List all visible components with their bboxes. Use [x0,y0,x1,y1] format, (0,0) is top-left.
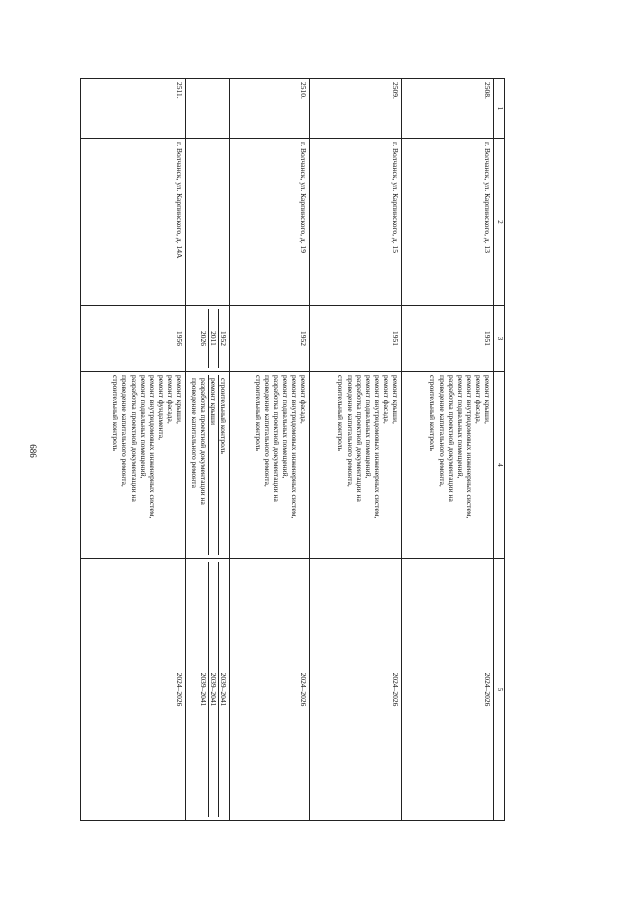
rotated-table-wrapper [80,78,505,821]
header-cell: 2 [494,139,505,306]
extra-period: 2039–2041 [199,672,208,707]
extra-works [186,372,230,559]
row-number: 2511. [81,79,186,139]
row-number: 2508. [402,79,494,139]
year-cell: 1951 [310,306,402,372]
year-cell: 1956 [81,306,186,372]
extra-year: 2026 [199,331,208,346]
address-cell: г. Волчанск, ул. Карпинского, д. 14А [81,139,186,306]
table-row [81,79,186,821]
extra-period: 2039–2041 [218,562,228,817]
table-header-row [494,79,505,821]
row-number: 2510. [230,79,310,139]
period-cell: 2024–2026 [230,559,310,821]
works-cell: ремонт крыши, ремонт фасада, ремонт внутридомовых инженерных систем, ремонт подвальных помещений, разработка проектной документации на проведение капитального ремонта, строительный контроль [310,372,402,559]
year-cell: 1952 [230,306,310,372]
works-cell: ремонт крыши, ремонт фасада, ремонт фундамента, ремонт внутридомовых инженерных систем, ремонт подвальных помещений, разработка проектной документации на проведение капитального ремонта, строительный контроль [81,372,186,559]
table-row [310,79,402,821]
extra-year: 1952 [218,309,228,368]
page-number: 686 [27,444,38,458]
works-cell: ремонт фасада, ремонт внутридомовых инженерных систем, ремонт подвальных помещений, разработка проектной документации на проведение капитального ремонта, строительный контроль [230,372,310,559]
works-cell: ремонт крыши, ремонт фасада, ремонт внутридомовых инженерных систем, ремонт подвальных помещений, разработка проектной документации на проведение капитального ремонта, строительный контроль [402,372,494,559]
period-cell: 2024–2026 [310,559,402,821]
address-cell: г. Волчанск, ул. Карпинского, д. 15 [310,139,402,306]
row-number: 2509. [310,79,402,139]
extra-work: ремонт крыши [208,375,218,555]
extra-periods [186,559,230,821]
header-cell: 4 [494,372,505,559]
header-cell: 5 [494,559,505,821]
year-cell: 1951 [402,306,494,372]
extra-period: 2039–2041 [208,562,218,817]
table-row-extra [186,79,230,821]
period-cell: 2024–2026 [81,559,186,821]
address-cell: г. Волчанск, ул. Карпинского, д. 19 [230,139,310,306]
header-cell: 1 [494,79,505,139]
address-cell: г. Волчанск, ул. Карпинского, д. 13 [402,139,494,306]
table-row [230,79,310,821]
table-row [402,79,494,821]
period-cell: 2024–2026 [402,559,494,821]
extra-year: 2011 [208,309,218,368]
capital-repair-table [80,78,505,821]
header-cell: 3 [494,306,505,372]
extra-work: разработка проектной документации на проведение капитального ремонта [189,378,208,505]
extra-years [186,306,230,372]
extra-work: строительный контроль [218,375,228,555]
